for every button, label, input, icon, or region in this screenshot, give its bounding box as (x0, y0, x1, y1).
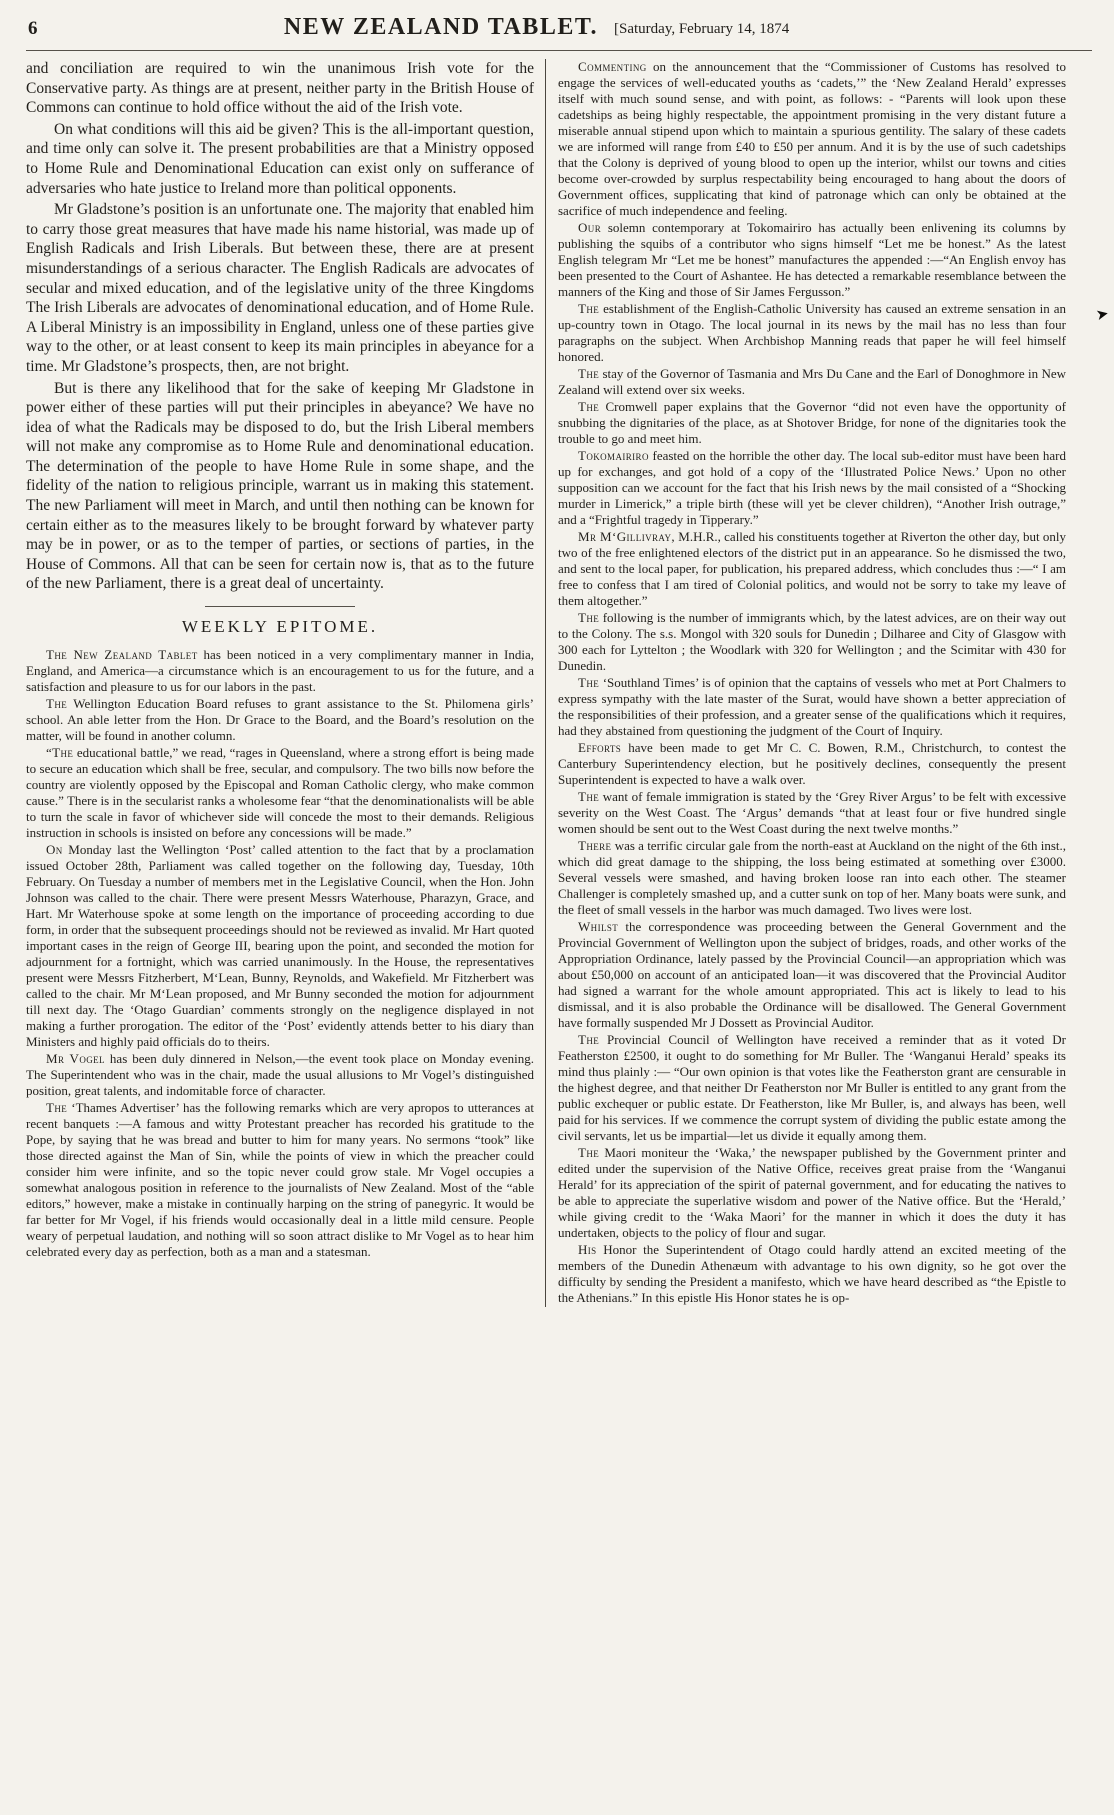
page-title: NEW ZEALAND TABLET. (283, 14, 599, 40)
paragraph-lead: Our (578, 220, 602, 235)
paragraph: The Maori moniteur the ‘Waka,’ the newspaper published by the Government printer and edited under the supervision of the Native Office, receives great praise from the ‘Wanganui Herald’ for its appreciation of the spirit of paternal government, and for educating the natives to be able to appreciate the superlative wisdom and power of the Native office. But the ‘Herald,’ while giving credit to the ‘Waka Maori’ for the manner in which it does the duty it has undertaken, objects to the policy of flour and sugar. (558, 1145, 1066, 1240)
paragraph: His Honor the Superintendent of Otago could hardly attend an excited meeting of the members of the Dunedin Athenæum with advantage to his own dignity, so he got over the difficulty by sending the President a manifesto, which we have heard described as “the Epistle to the Athenians.” In this epistle His Honor states he is op- (558, 1242, 1066, 1305)
paragraph: On what conditions will this aid be given? This is the all-important question, and time only can solve it. The present probabilities are that a Ministry opposed to Home Rule and Denominational Education can exist only on sufferance of adversaries who hate justice to Ireland more than political opponents. (26, 120, 534, 197)
paragraph-lead: The (578, 1145, 600, 1160)
paragraph-lead: Commenting (578, 59, 647, 74)
paragraph-lead: Tokomairiro (578, 448, 649, 463)
section-heading: WEEKLY EPITOME. (181, 617, 379, 637)
paragraph: The New Zealand Tablet has been noticed in a very complimentary manner in India, England, and America—a circumstance which is an encouragement to us for the future, and a satisfaction and pleasure to us for our labors in the past. (26, 647, 534, 695)
paragraph-lead: The New Zealand Tablet (46, 647, 198, 663)
paragraph: There was a terrific circular gale from the north-east at Auckland on the night of the 6th inst., which did great damage to the shipping, the loss being estimated at something over £3000. Several vessels were smashed, and having broken loose ran into each other. The steamer Challenger is completely smashed up, and a cutter sunk on top of her. Many boats were sunk, and the fleet of small vessels in the harbor was much damaged. Two lives were lost. (558, 838, 1066, 917)
paragraph-lead: Mr M‘Gillivray, (578, 529, 676, 544)
leading-article (26, 59, 534, 594)
paragraph: On Monday last the Wellington ‘Post’ called attention to the fact that by a proclamation issued October 28th, Parliament was called together on the following day, Tuesday, 10th February. On Tuesday a number of members met in the Legislative Council, when the Hon. John Johnson was called to the chair. There were present Messrs Waterhouse, Pharazyn, Grace, and Hart. Mr Waterhouse spoke at some length on the importance of proceeding according to due form, in order that the subsequent proceedings should not be reviewed as invalid. Mr Hart quoted important cases in the reign of George III, bearing upon the point, and seconded the motion for adjournment for a fortnight, which was carried unanimously. In the House, the representatives present were Messrs Fitzherbert, M‘Lean, Bunny, Reynolds, and Wakefield. Mr Fitzherbert was called to the chair. Mr M‘Lean proposed, and Mr Bunny seconded the motion for adjournment till next day. The ‘Otago Guardian’ comments strongly on the negligence displayed in not making a further prorogation. The editor of the ‘Post’ evidently attends better to his diary than Ministers and highly paid officials do to theirs. (26, 842, 534, 1050)
paragraph-lead: The (578, 1032, 600, 1047)
paragraph-lead: There (578, 838, 612, 853)
paragraph: But is there any likelihood that for the sake of keeping Mr Gladstone in power either of these parties will put their principles in abeyance? We have no idea of what the Radicals may be disposed to do, but the Irish Liberal members will not make any compromise as to Home Rule and denominational education. The determination of the people to have Home Rule in some shape, and the fidelity of the nation to religious principle, warrant us in making this statement. The new Parliament will meet in March, and until then nothing can be known for certain either as to the measures likely to be brought forward by whatever party may be in power, or as to the temper of parties, or sections of parties, in the House of Commons. All that can be seen for certain now is, that as to the future of the new Parliament, there is a great deal of uncertainty. (26, 379, 534, 593)
paragraph-lead: The (578, 610, 600, 625)
paragraph: Our solemn contemporary at Tokomairiro has actually been enlivening its columns by publishing the squibs of a contributor who signs himself “Let me be honest.” As the latest English telegram Mr “Let me be honest” manufactures the appended :—“An English envoy has been presented to the Court of Ashantee. He has detected a remarkable resemblance between the manners of the King and those of Sir James Fergusson.” (558, 220, 1066, 299)
paragraph-lead: The (578, 301, 600, 316)
paragraph: The Wellington Education Board refuses to grant assistance to the St. Philomena girls’ school. An able letter from the Hon. Dr Grace to the Board, and the Board’s resolution on the matter, will be found in another column. (26, 696, 534, 744)
paragraph: The Cromwell paper explains that the Governor “did not even have the opportunity of snubbing the dignitaries of the place, as at Shotover Bridge, for none of the dignitaries took the trouble to go and meet him. (558, 399, 1066, 446)
left-column (26, 59, 534, 1307)
paragraph: The following is the number of immigrants which, by the latest advices, are on their way out to the Colony. The s.s. Mongol with 320 souls for Dunedin ; Dilharee and City of Glasgow with 300 each for Lyttelton ; the Woodlark with 320 for Wellington ; and the Scimitar with 430 for Dunedin. (558, 610, 1066, 673)
paragraph: Commenting on the announcement that the “Commissioner of Customs has resolved to engage the services of well-educated youths as ‘cadets,’” the ‘New Zealand Herald’ expresses itself with much sound sense, and with point, as follows: - “Parents will look upon these cadetships as being highly respectable, the appointment promising in the very distant future a miserable annual stipend upon which to maintain a spurious gentility. The salary of these cadets we are informed will range from £40 to £50 per annum. And it is by the use of such cadetships that the Colony is deprived of young blood to open up the interior, whilst our towns and cities become over-crowded by surplus respectability being encouraged to hang about the doors of Government offices, supplicating that kind of patronage which can only be obtained at the sacrifice of much independence and feeling. (558, 59, 1066, 218)
paragraph-lead: “The (46, 745, 74, 761)
paragraph: The ‘Southland Times’ is of opinion that the captains of vessels who met at Port Chalmers to express sympathy with the late master of the Surat, would have shown a better appreciation of the responsibilities of their profession, and a greater sense of the qualifications which it requires, had they abstained from questioning the judgment of the Court of Inquiry. (558, 675, 1066, 738)
paragraph-lead: Efforts (578, 740, 622, 755)
right-column (558, 59, 1066, 1307)
paragraph-lead: The (578, 675, 600, 690)
columns (26, 59, 1092, 1307)
paragraph: The want of female immigration is stated by the ‘Grey River Argus’ to be felt with excessive severity on the West Coast. The ‘Argus’ demands “that at least four or five hundred single women should be sent out to the West Coast during the next twelve months.” (558, 789, 1066, 836)
paragraph: The establishment of the English-Catholic University has caused an extreme sensation in an up-country town in Otago. The local journal in its news by the mail has no less than four paragraphs on the subject. When Archbishop Manning reads that paper he will feel himself honored. (558, 301, 1066, 364)
issue-date: [Saturday, February 14, 1874 (614, 21, 790, 37)
paragraph-lead: The (46, 696, 68, 712)
paragraph-lead: Whilst (578, 919, 619, 934)
section-rule (205, 606, 355, 607)
paragraph: Mr M‘Gillivray, M.H.R., called his constituents together at Riverton the other day, but only two of the free enlightened electors of the district put in an appearance. So he dismissed the two, and sent to the local paper, for publication, his prepared address, which concludes thus :—“ I am free to confess that I am tired of Colonial politics, and would not be sorry to take my leave of them altogether.” (558, 529, 1066, 608)
paragraph-lead: Mr Vogel (46, 1051, 105, 1067)
paragraph-lead: The (578, 789, 600, 804)
paragraph: “The educational battle,” we read, “rages in Queensland, where a strong effort is being made to secure an education which shall be free, secular, and compulsory. The two bills now before the country are violently opposed by the Episcopal and Roman Catholic clergy, who make common cause.” There is in the secularist ranks a wholesome fear “that the denominationalists will be able to turn the scale in favor of whichever side will concede the most to their demands. Religious instruction in schools is insisted on before any concessions will be made.” (26, 745, 534, 841)
paragraph: Tokomairiro feasted on the horrible the other day. The local sub-editor must have been hard up for exchanges, and got hold of a copy of the ‘Illustrated Police News.’ Upon no other supposition can we account for the fact that his Irish news by the mail consisted of a “Shocking murder in Limerick,” a triple birth (these will yet be clever children), “Another Irish outrage,” and a “Frightful tragedy in Tipperary.” (558, 448, 1066, 527)
column-divider (545, 59, 546, 1307)
paragraph: The ‘Thames Advertiser’ has the following remarks which are very apropos to utterances at recent banquets :—A famous and witty Protestant preacher has recorded his gratitude to the Pope, by saying that he was bread and butter to him for many years. No sermons “took” like those directed against the Man of Sin, while the points of view in which the preacher could consider him were infinite, and so the topic never could grow stale. Mr Vogel occupies a somewhat analogous position in reference to the journalists of New Zealand. Most of the “able editors,” however, make a mistake in continually harping on the string of panegyric. It would be far better for Mr Vogel, if his friends would occasionally deal in a little mild censure. People weary of perpetual laudation, and nothing will so soon attract dislike to Mr Vogel as to hear him celebrated every day as perfection, both as a man and a statesman. (26, 1100, 534, 1260)
printers-mark-icon: ➤ (1094, 303, 1111, 325)
paragraph: Mr Vogel has been duly dinnered in Nelson,—the event took place on Monday evening. The Superintendent who was in the chair, made the usual allusions to Mr Vogel’s distinguished position, great talents, and indomitable force of character. (26, 1051, 534, 1099)
paragraph-lead: His (578, 1242, 597, 1257)
page-number: 6 (28, 18, 38, 39)
paragraph-lead: The (578, 366, 600, 381)
header-rule (26, 50, 1092, 51)
news-items-section (558, 59, 1066, 1306)
paragraph: Whilst the correspondence was proceeding between the General Government and the Provincial Government of Wellington upon the subject of bridges, roads, and other works of the Appropriation Ordinance, lately passed by the Provincial Council—an appropriation which was about £50,000 on account of an anticipated loan—it was discovered that the Provincial Auditor had signed a warrant for the whole amount appropriated. This act is likely to lead to his dismissal, and it is also probable the Ordinance will be disallowed. The General Government have formally suspended Mr J Dossett as Provincial Auditor. (558, 919, 1066, 1030)
masthead (26, 12, 1092, 48)
paragraph-lead: The (46, 1100, 68, 1116)
paragraph: Mr Gladstone’s position is an unfortunate one. The majority that enabled him to carry those great measures that have made his name historial, was made up of English Radicals and Irish Liberals. But between these, there are at present misunderstandings of a serious character. The English Radicals are advocates of secular and mixed education, and of the legislative unity of the three Kingdoms The Irish Liberals are advocates of denominational education, and of Home Rule. A Liberal Ministry is an impossibility in England, unless one of these parties give way to the other, or at least consent to keep its main principles in abeyance for a time. Mr Gladstone’s prospects, then, are not bright. (26, 201, 534, 375)
paragraph: Efforts have been made to get Mr C. C. Bowen, R.M., Christchurch, to contest the Canterbury Superintendency election, but he positively declines, consequently the present Superintendent is expected to have a walk over. (558, 740, 1066, 787)
paragraph: The stay of the Governor of Tasmania and Mrs Du Cane and the Earl of Donoghmore in New Zealand will extend over six weeks. (558, 366, 1066, 397)
paragraph: and conciliation are required to win the unanimous Irish vote for the Conservative party. As things are at present, neither party in the British House of Commons can continue to hold office without the aid of the Irish vote. (26, 60, 534, 117)
paragraph-lead: The (578, 399, 600, 414)
paragraph: The Provincial Council of Wellington have received a reminder that as it voted Dr Featherston £2500, it ought to do something for Mr Buller. The ‘Wanganui Herald’ speaks its mind thus plainly :— “Our own opinion is that votes like the Featherston grant are censurable in the highest degree, and that neither Dr Featherston nor Mr Buller is entitled to any grant from the public exchequer or public estate. Dr Featherston, like Mr Buller, is, and always has been, well paid for his services. If we commence the corrupt system of dividing the public estate among the civil servants, let us be impartial—let us divide it equally among them. (558, 1032, 1066, 1143)
weekly-epitome-section (26, 647, 534, 1260)
paragraph-lead: On (46, 842, 63, 858)
